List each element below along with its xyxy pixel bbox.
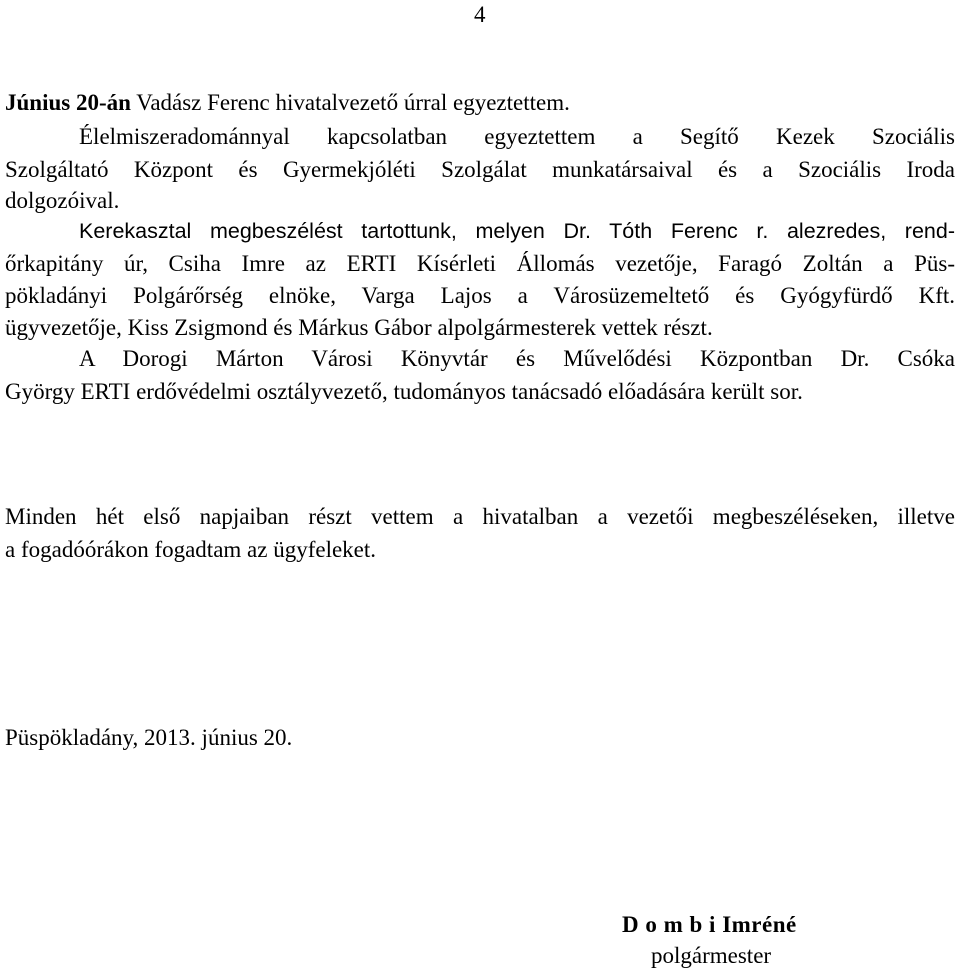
paragraph-line: A Dorogi Márton Városi Könyvtár és Művelődési Központban Dr. Csóka xyxy=(79,346,955,371)
place-date: Püspökladány, 2013. június 20. xyxy=(5,725,293,750)
signature-name: D o m b i Imréné xyxy=(622,912,797,937)
paragraph-line: dolgozóival. xyxy=(5,188,120,213)
paragraph-line: Élelmiszeradománnyal kapcsolatban egyeztettem a Segítő Kezek Szociális xyxy=(79,124,955,149)
paragraph-line: őrkapitány úr, Csiha Imre az ERTI Kísérleti Állomás vezetője, Faragó Zoltán a Püs- xyxy=(5,251,955,276)
page-number: 4 xyxy=(474,2,486,27)
paragraph-line: pökladányi Polgárőrség elnöke, Varga Lajos a Városüzemeltető és Gyógyfürdő Kft. xyxy=(5,283,955,308)
date-label: Június 20-án xyxy=(5,90,131,115)
paragraph-text: Vadász Ferenc hivatalvezető úrral egyeztettem. xyxy=(130,90,570,115)
paragraph-line: a fogadóórákon fogadtam az ügyfeleket. xyxy=(5,537,377,562)
paragraph-line: Kerekasztal megbeszélést tartottunk, melyen Dr. Tóth Ferenc r. alezredes, rend- xyxy=(79,219,955,243)
paragraph-line: György ERTI erdővédelmi osztályvezető, tudományos tanácsadó előadására került sor. xyxy=(5,379,803,404)
paragraph-line: Szolgáltató Központ és Gyermekjóléti Szolgálat munkatársaival és a Szociális Iroda xyxy=(5,157,955,182)
paragraph-line xyxy=(5,88,570,118)
signature-title: polgármester xyxy=(651,943,772,968)
paragraph-line: ügyvezetője, Kiss Zsigmond és Márkus Gábor alpolgármesterek vettek részt. xyxy=(5,315,713,340)
paragraph-line: Minden hét első napjaiban részt vettem a hivatalban a vezetői megbeszéléseken, illetve xyxy=(5,504,955,529)
